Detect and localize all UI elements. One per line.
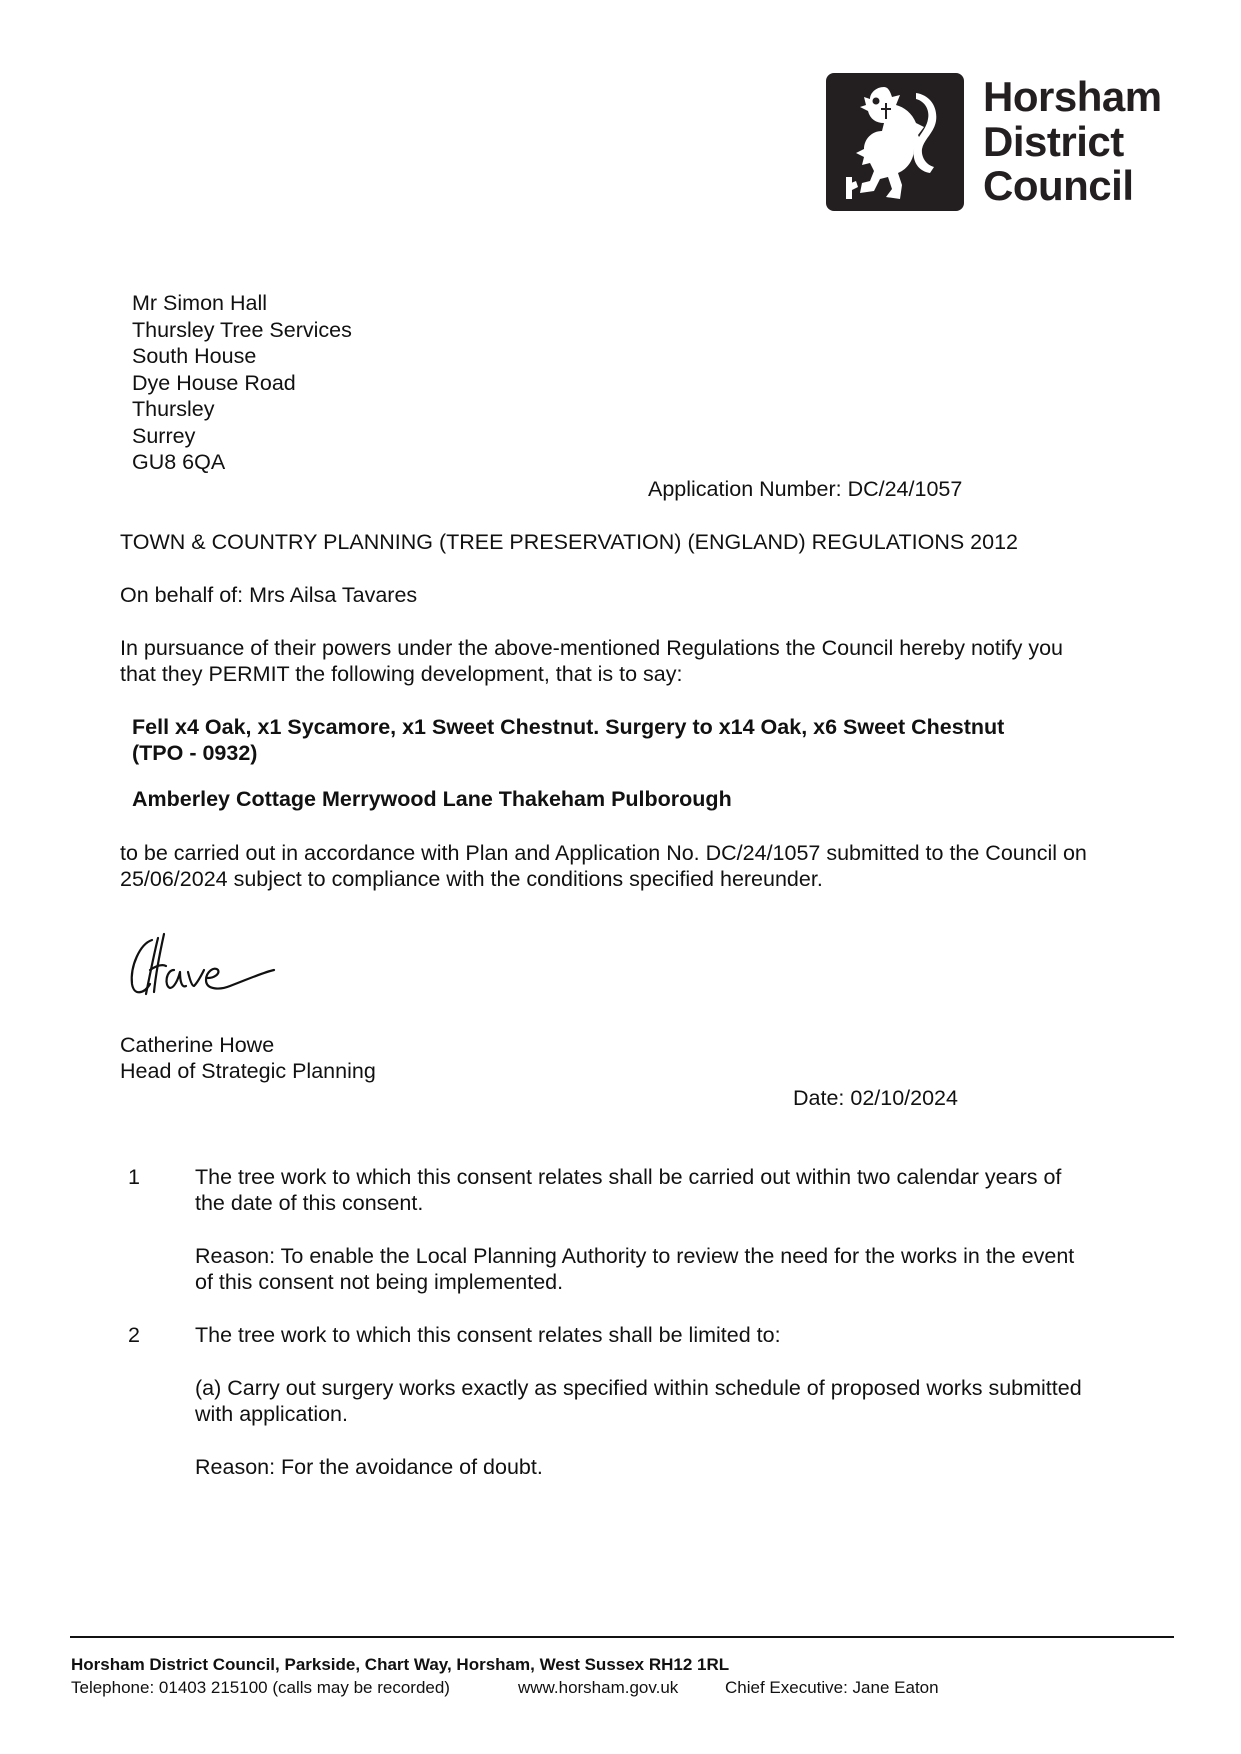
site-address: Amberley Cottage Merrywood Lane Thakeham Pulborough (132, 787, 732, 811)
logo-line-1: Horsham (983, 73, 1162, 120)
development-line: (TPO - 0932) (132, 741, 258, 765)
council-logo-wordmark (983, 75, 1162, 209)
reason-line: of this consent not being implemented. (195, 1270, 564, 1294)
condition-2-text: The tree work to which this consent relates shall be limited to: (195, 1323, 781, 1347)
logo-line-2: District (983, 117, 1124, 165)
footer-address: Horsham District Council, Parkside, Chart Way, Horsham, West Sussex RH12 1RL (71, 1655, 730, 1674)
intro-line: that they PERMIT the following development, that is to say: (120, 662, 683, 686)
sub-item-line: (a) Carry out surgery works exactly as specified within schedule of proposed works submitted (195, 1376, 1082, 1400)
accordance-paragraph (120, 840, 1087, 892)
decision-date: Date: 02/10/2024 (793, 1086, 958, 1110)
development-description (132, 714, 1004, 766)
signature (124, 930, 284, 1010)
address-line: Mr Simon Hall (132, 291, 267, 315)
accordance-line: to be carried out in accordance with Plan and Application No. DC/24/1057 submitted to the Council on (120, 841, 1087, 865)
address-line: GU8 6QA (132, 450, 226, 474)
on-behalf-of: On behalf of: Mrs Ailsa Tavares (120, 583, 418, 607)
reason-line: Reason: To enable the Local Planning Authority to review the need for the works in the event (195, 1244, 1075, 1268)
condition-number: 2 (128, 1323, 140, 1347)
logo-line-3: Council (983, 162, 1134, 209)
condition-line: The tree work to which this consent relates shall be carried out within two calendar years of (195, 1165, 1062, 1189)
condition-2-sub-item (195, 1375, 1082, 1427)
condition-1-reason (195, 1243, 1074, 1295)
address-line: South House (132, 344, 257, 368)
condition-1-text (195, 1164, 1061, 1216)
accordance-line: 25/06/2024 subject to compliance with the conditions specified hereunder. (120, 867, 823, 891)
development-line: Fell x4 Oak, x1 Sycamore, x1 Sweet Chestnut. Surgery to x14 Oak, x6 Sweet Chestnut (132, 715, 1005, 739)
address-line: Thursley (132, 397, 215, 421)
address-line: Surrey (132, 423, 196, 448)
signatory-name: Catherine Howe (120, 1033, 275, 1057)
address-line: Dye House Road (132, 370, 296, 395)
condition-line: the date of this consent. (195, 1191, 424, 1215)
intro-paragraph (120, 635, 1063, 687)
recipient-address (132, 290, 352, 476)
signatory-block (120, 1032, 376, 1084)
condition-number: 1 (128, 1165, 140, 1189)
intro-line: In pursuance of their powers under the above-mentioned Regulations the Council hereby notify you (120, 636, 1063, 660)
address-line: Thursley Tree Services (132, 317, 352, 342)
footer-chief-executive: Chief Executive: Jane Eaton (725, 1678, 939, 1697)
footer-divider (70, 1636, 1174, 1638)
footer-website-link[interactable]: www.horsham.gov.uk (518, 1678, 679, 1697)
regulations-heading: TOWN & COUNTRY PLANNING (TREE PRESERVATION) (ENGLAND) REGULATIONS 2012 (120, 530, 1018, 554)
signatory-title: Head of Strategic Planning (120, 1059, 376, 1083)
footer-telephone: Telephone: 01403 215100 (calls may be recorded) (71, 1678, 450, 1697)
lion-rampant-icon (826, 73, 964, 211)
application-number: Application Number: DC/24/1057 (648, 477, 963, 501)
council-logo (826, 73, 1162, 213)
condition-2-reason: Reason: For the avoidance of doubt. (195, 1455, 543, 1479)
sub-item-line: with application. (195, 1402, 348, 1426)
